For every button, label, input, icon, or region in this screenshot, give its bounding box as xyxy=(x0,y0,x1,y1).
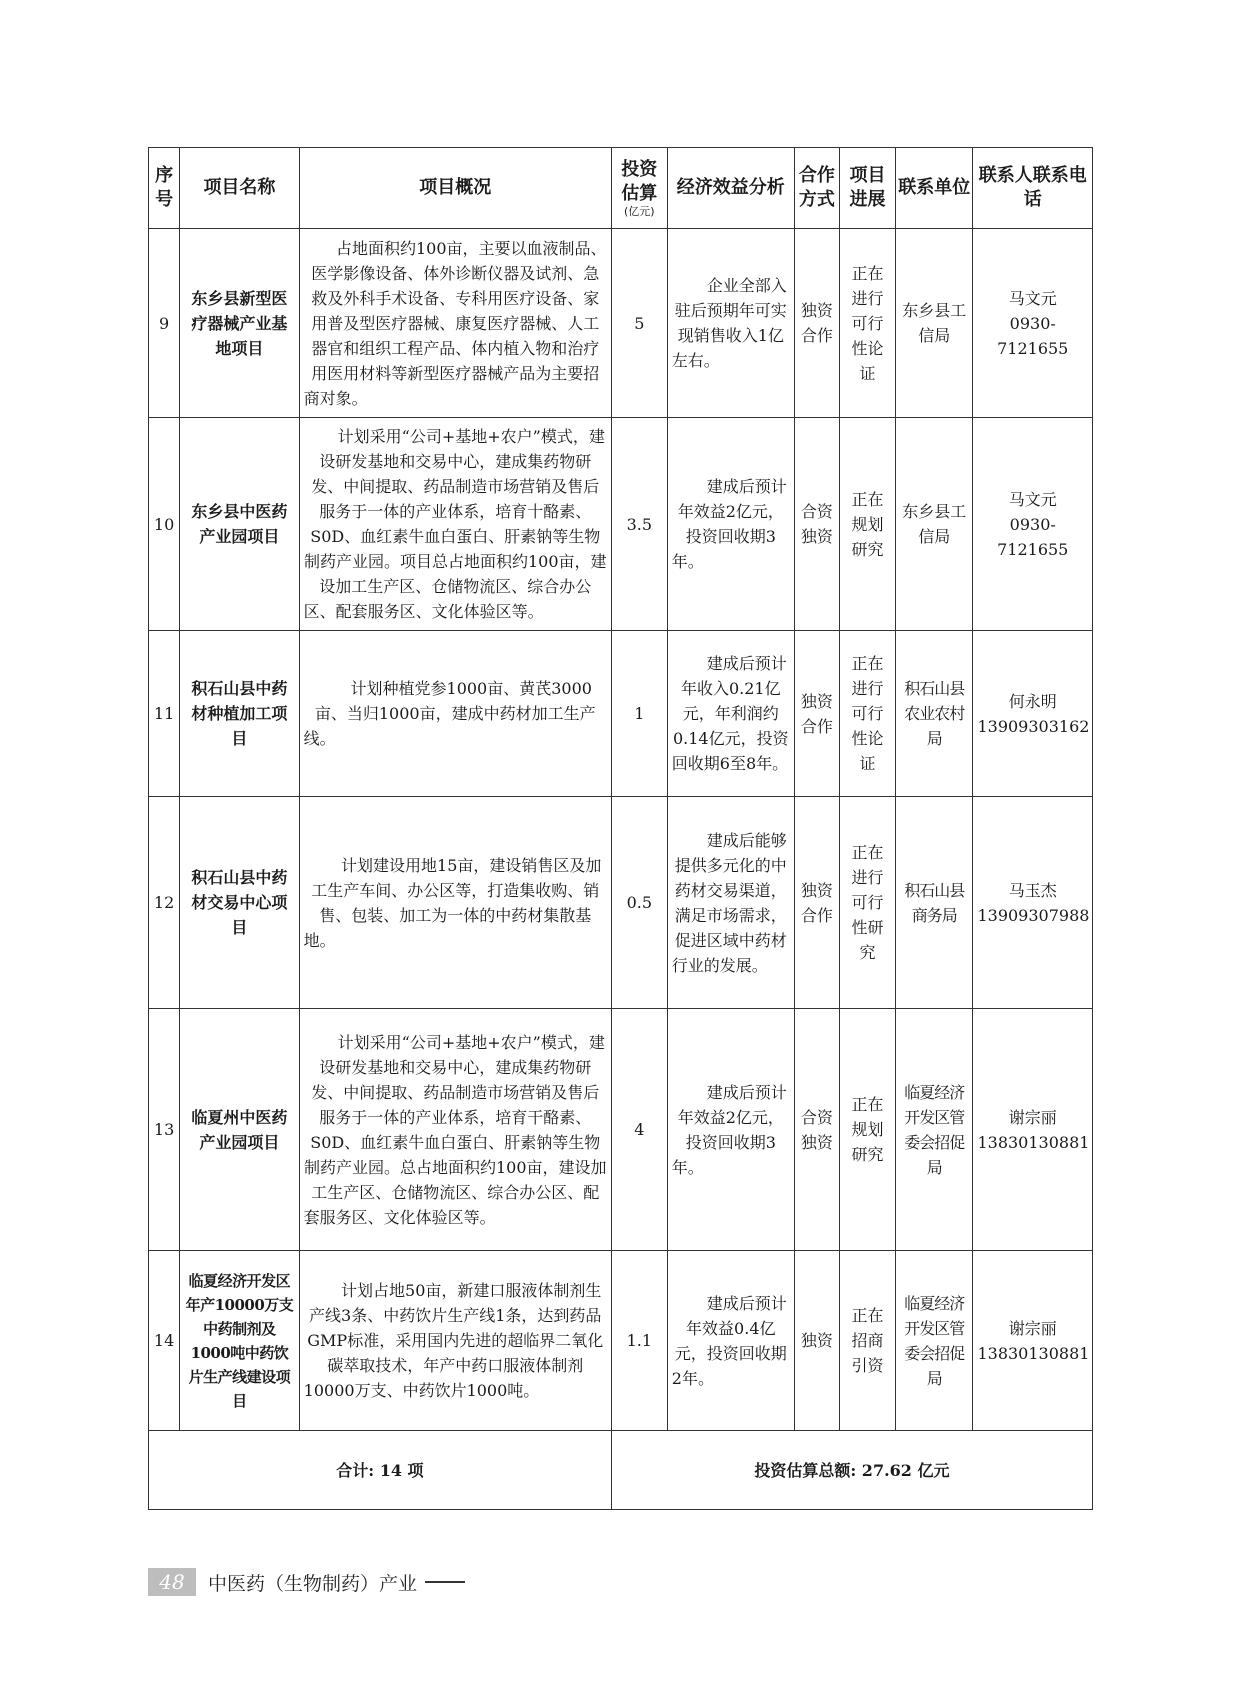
header-contact: 联系人联系电话 xyxy=(973,148,1093,229)
row-contact xyxy=(973,418,1093,631)
row-overview: 计划建设用地15亩，建设销售区及加工生产车间、办公区等，打造集收购、销售、包装、加工为一体的中药材集散基地。 xyxy=(299,797,611,1009)
row-seq: 11 xyxy=(149,631,180,797)
row-benefit: 建成后预计年效益0.4亿元，投资回收期2年。 xyxy=(667,1251,794,1431)
row-benefit: 建成后预计年收入0.21亿元，年利润约0.14亿元，投资回收期6至8年。 xyxy=(667,631,794,797)
row-progress: 正在招商引资 xyxy=(839,1251,895,1431)
row-contact-name: 何永明 xyxy=(1008,691,1057,711)
header-overview: 项目概况 xyxy=(299,148,611,229)
row-invest: 1 xyxy=(611,631,667,797)
row-invest: 3.5 xyxy=(611,418,667,631)
row-contact-name: 马文元 xyxy=(1008,288,1057,308)
row-name: 积石山县中药材交易中心项目 xyxy=(180,797,299,1009)
header-name: 项目名称 xyxy=(180,148,299,229)
row-contact xyxy=(973,1251,1093,1431)
row-overview: 计划采用“公司+基地+农户”模式，建设研发基地和交易中心，建成集药物研发、中间提取、药品制造市场营销及售后服务于一体的产业体系，培育干酪素、S0D、血红素牛血白蛋白、肝素钠等生物制药产业园。总占地面积约100亩，建设加工生产区、仓储物流区、综合办公区、配套服务区、文化体验区等。 xyxy=(299,1009,611,1251)
row-name: 东乡县中医药产业园项目 xyxy=(180,418,299,631)
row-progress: 正在规划研究 xyxy=(839,418,895,631)
row-seq: 13 xyxy=(149,1009,180,1251)
row-name: 东乡县新型医疗器械产业基地项目 xyxy=(180,229,299,418)
row-contact xyxy=(973,797,1093,1009)
row-invest: 0.5 xyxy=(611,797,667,1009)
row-progress: 正在进行可行性研究 xyxy=(839,797,895,1009)
row-name: 临夏州中医药产业园项目 xyxy=(180,1009,299,1251)
table-row xyxy=(149,797,1093,1009)
row-contact xyxy=(973,1009,1093,1251)
total-amount: 投资估算总额: 27.62 亿元 xyxy=(611,1431,1092,1510)
row-invest: 1.1 xyxy=(611,1251,667,1431)
total-count: 合计: 14 项 xyxy=(149,1431,612,1510)
row-coop: 独资合作 xyxy=(794,631,839,797)
row-contact xyxy=(973,631,1093,797)
row-unit: 临夏经济开发区管委会招促局 xyxy=(895,1009,973,1251)
row-contact xyxy=(973,229,1093,418)
row-seq: 10 xyxy=(149,418,180,631)
header-seq: 序号 xyxy=(149,148,180,229)
header-invest xyxy=(611,148,667,229)
table-row xyxy=(149,229,1093,418)
row-coop: 合资独资 xyxy=(794,418,839,631)
header-coop: 合作方式 xyxy=(794,148,839,229)
row-unit: 积石山县商务局 xyxy=(895,797,973,1009)
row-overview: 占地面积约100亩，主要以血液制品、医学影像设备、体外诊断仪器及试剂、急救及外科手术设备、专科用医疗设备、家用普及型医疗器械、康复医疗器械、人工器官和组织工程产品、体内植入物和治疗用医用材料等新型医疗器械产品为主要招商对象。 xyxy=(299,229,611,418)
row-coop: 独资 xyxy=(794,1251,839,1431)
row-contact-name: 谢宗丽 xyxy=(1008,1318,1057,1338)
table-row xyxy=(149,631,1093,797)
footer-rule xyxy=(425,1581,465,1583)
row-progress: 正在进行可行性论证 xyxy=(839,229,895,418)
row-seq: 14 xyxy=(149,1251,180,1431)
row-contact-phone: 13830130881 xyxy=(977,1343,1090,1363)
row-unit: 积石山县农业农村局 xyxy=(895,631,973,797)
header-progress: 项目进展 xyxy=(839,148,895,229)
page-number: 48 xyxy=(148,1568,196,1596)
total-row xyxy=(149,1431,1093,1510)
row-contact-name: 马文元 xyxy=(1008,489,1057,509)
page-footer xyxy=(148,1568,548,1596)
row-contact-phone: 0930-7121655 xyxy=(997,313,1069,358)
row-progress: 正在进行可行性论证 xyxy=(839,631,895,797)
row-name: 临夏经济开发区年产10000万支中药制剂及1000吨中药饮片生产线建设项目 xyxy=(180,1251,299,1431)
table-row xyxy=(149,1251,1093,1431)
row-coop: 合资独资 xyxy=(794,1009,839,1251)
row-unit: 东乡县工信局 xyxy=(895,418,973,631)
row-contact-phone: 13909307988 xyxy=(977,905,1090,925)
row-name: 积石山县中药材种植加工项目 xyxy=(180,631,299,797)
project-table xyxy=(148,147,1093,1510)
header-row xyxy=(149,148,1093,229)
header-invest-label: 投资估算 xyxy=(621,159,658,204)
row-invest: 5 xyxy=(611,229,667,418)
row-benefit: 建成后预计年效益2亿元，投资回收期3年。 xyxy=(667,418,794,631)
row-contact-phone: 13909303162 xyxy=(977,716,1090,736)
row-contact-phone: 0930-7121655 xyxy=(997,514,1069,559)
table-row xyxy=(149,1009,1093,1251)
table-row xyxy=(149,418,1093,631)
header-benefit: 经济效益分析 xyxy=(667,148,794,229)
row-seq: 12 xyxy=(149,797,180,1009)
footer-title: 中医药（生物制药）产业 xyxy=(208,1572,418,1595)
header-unit: 联系单位 xyxy=(895,148,973,229)
row-unit: 临夏经济开发区管委会招促局 xyxy=(895,1251,973,1431)
header-invest-unit: (亿元) xyxy=(624,205,655,218)
row-contact-name: 谢宗丽 xyxy=(1008,1107,1057,1127)
row-coop: 独资合作 xyxy=(794,229,839,418)
row-unit: 东乡县工信局 xyxy=(895,229,973,418)
row-benefit: 建成后能够提供多元化的中药材交易渠道，满足市场需求，促进区域中药材行业的发展。 xyxy=(667,797,794,1009)
row-overview: 计划占地50亩，新建口服液体制剂生产线3条、中药饮片生产线1条，达到药品GMP标准，采用国内先进的超临界二氧化碳萃取技术，年产中药口服液体制剂10000万支、中药饮片1000吨。 xyxy=(299,1251,611,1431)
row-seq: 9 xyxy=(149,229,180,418)
row-progress: 正在规划研究 xyxy=(839,1009,895,1251)
row-invest: 4 xyxy=(611,1009,667,1251)
row-contact-phone: 13830130881 xyxy=(977,1132,1090,1152)
row-overview: 计划种植党参1000亩、黄芪3000亩、当归1000亩，建成中药材加工生产线。 xyxy=(299,631,611,797)
row-overview: 计划采用“公司+基地+农户”模式，建设研发基地和交易中心，建成集药物研发、中间提取、药品制造市场营销及售后服务于一体的产业体系，培育十酪素、S0D、血红素牛血白蛋白、肝素钠等生物制药产业园。项目总占地面积约100亩，建设加工生产区、仓储物流区、综合办公区、配套服务区、文化体验区等。 xyxy=(299,418,611,631)
row-benefit: 建成后预计年效益2亿元，投资回收期3年。 xyxy=(667,1009,794,1251)
row-contact-name: 马玉杰 xyxy=(1008,880,1057,900)
row-coop: 独资合作 xyxy=(794,797,839,1009)
row-benefit: 企业全部入驻后预期年可实现销售收入1亿左右。 xyxy=(667,229,794,418)
